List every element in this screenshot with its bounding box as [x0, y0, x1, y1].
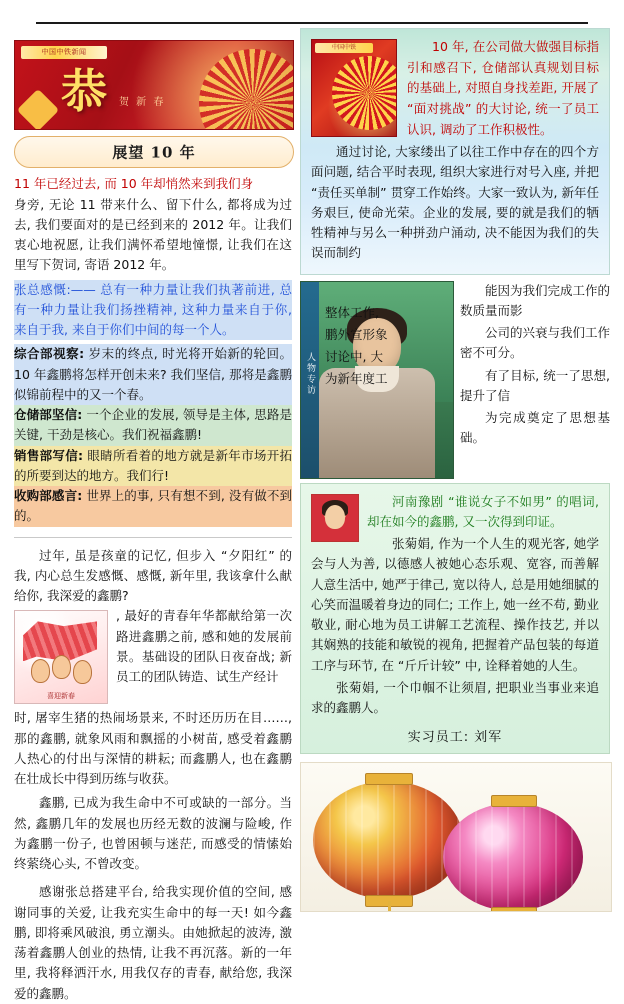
dept-warehouse [14, 405, 292, 446]
lantern-pink-icon [443, 803, 583, 911]
lantern-cap-top [491, 795, 537, 807]
overlay-right-line-1: 能因为我们完成工作的数质量而影 [460, 282, 611, 318]
paragraph-6: 感谢张总搭建平台, 给我实现价值的空间, 感谢同事的关爱, 让我充实生命中的每一天! 如今鑫鹏, 即将乘风破浪, 勇立潮头。由她掀起的波涛, 激荡着鑫鹏人创业的热情, 让我不再沉落。新的一年里, 我将释洒汗水, 用我仅存的青春, 献给您, 我深爱的鑫鹏。 [14, 884, 292, 1001]
new-year-banner [14, 40, 294, 130]
dept-warehouse-text: 一个企业的发展, 领导是主体, 思路是关键, 干劲是核心。我们祝福鑫鹏! [14, 407, 293, 443]
overlay-line-2: 鹏外宣形象 [325, 326, 388, 342]
lantern-tassel [388, 901, 391, 912]
warehouse-article-panel [300, 28, 610, 275]
banner-big-character: 恭 [61, 64, 107, 118]
interview-quote-card [300, 483, 610, 755]
department-list [14, 344, 292, 526]
lantern-ribs [443, 803, 583, 911]
signature: 实习员工: 刘军 [407, 730, 503, 746]
celebration-photo [14, 610, 108, 704]
paragraph-3: , 最好的青春年华都献给第一次路进鑫鹏之前, 感和她的发展前景。基础设的团队日夜奋战; 新员工的团队铸造、试生产经计 [116, 608, 292, 685]
left-column [14, 40, 292, 1004]
overlay-right-line-4: 为完成奠定了思想基础。 [460, 410, 610, 446]
dept-summary [14, 344, 292, 405]
fan-icon [332, 56, 397, 130]
lantern-red-icon [313, 781, 463, 899]
stamp-caption: 喜迎新春 [47, 692, 75, 701]
right-column [300, 28, 610, 912]
dept-sales-text: 眼睛所看着的地方就是新年市场开拓的所要到达的地方。我们行! [14, 447, 293, 483]
dept-sales-key: 销售部写信: [14, 447, 84, 463]
overlay-line-4: 为新年度工 [325, 371, 388, 387]
photo-logo: 中国中铁 [315, 43, 373, 53]
dept-receive-key: 收购部感言: [14, 488, 83, 504]
dept-warehouse-key: 仓储部坚信: [14, 407, 83, 423]
paragraph-1: 身旁, 无论 11 带来什么、留下什么, 都将成为过去, 我们要面对的是已经到来的 2012 年。让我们衷心地祝愿, 让我们满怀希望地憧憬, 让我们在这里写下贺词, 寄语 2012 年。 [14, 196, 292, 273]
banner-subtitle: 贺 新 春 [119, 97, 166, 108]
right-lead-paragraph: 10 年, 在公司做大做强目标指引和感召下, 仓储部认真规划目标的基础上, 对照自身找差距, 开展了 “面对挑战” 的大讨论, 统一了员工认识, 调动了工作积极性。 [407, 39, 599, 137]
lantern-cap-bottom [491, 907, 537, 912]
dept-receive [14, 486, 292, 527]
lantern-illustration [300, 762, 612, 912]
lead-paragraph: 11 年已经过去, 而 10 年却悄然来到我们身 [14, 176, 254, 191]
dept-receive-text: 世界上的事, 只有想不到, 没有做不到的。 [14, 488, 293, 524]
avatar [311, 494, 359, 542]
stamp-and-text [14, 606, 292, 706]
photo-side-label: 人物专访 [305, 351, 315, 396]
chairman-quote: 张总感慨:—— 总有一种力量让我们执著前进, 总有一种力量让我们扬挫精神, 这种力量来自于你, 来自于我, 来自于你们中间的每一个人。 [14, 280, 292, 341]
quote-body-2: 张菊娟, 一个巾帼不让须眉, 把职业当事业来追求的鑫鹏人。 [311, 679, 599, 716]
interview-photo-block [300, 281, 610, 477]
dept-sales [14, 446, 292, 487]
right-paragraph-1: 通过讨论, 大家缕出了以往工作中存在的四个方面问题, 结合平时表现, 组织大家进行对号入座, 并把 “责任买单制” 贯穿工作始终。大家一致认为, 新年任务艰巨, 使命光荣。企业的发展, 要的就是我们的牺牲精神与另么一种拼劲户涌动, 决不能因为我们的失误而制约 [311, 144, 599, 261]
quote-highlight: 河南豫剧 “谁说女子不如男” 的唱词, 却在如今的鑫鹏, 又一次得到印证。 [367, 493, 599, 529]
overlay-line-1: 整体工作, [325, 304, 379, 320]
paragraph-2: 过年, 虽是孩童的记忆, 但步入 “夕阳红” 的我, 内心总生发感慨、感慨, 新年里, 我该拿什么献给你, 我深爱的鑫鹏? [14, 547, 292, 604]
fan-icon [199, 49, 294, 130]
top-divider [36, 22, 588, 24]
article-title-box [14, 136, 294, 168]
left-divider [14, 537, 292, 538]
dept-summary-key: 综合部视察: [14, 346, 85, 362]
quote-body-1: 张菊娟, 作为一个人生的观光客, 她学会与人为善, 以德感人被她心态乐观、宽容, 而善解人意生活中, 她严于律己, 宽以待人, 总是用她细腻的心笑而温暖着身边的同仁; 工作上, 她一丝不苟, 勤业敬业, 耐心地为员工讲解工艺流程、操作技艺, 并以其娴熟的技能和敏锐的视角, 把握着产品包装的每道工序与环节, 在 “斤斤计较” 中, 诠释着她的人生。 [311, 536, 599, 673]
lantern-ribs [313, 781, 463, 899]
overlay-line-3: 讨论中, 大 [325, 349, 383, 365]
overlay-right-line-2: 公司的兴衰与我们工作密不可分。 [460, 325, 611, 361]
people-icon [31, 655, 91, 685]
page-title: 展望 10 年 [112, 143, 196, 162]
lantern-cap-top [365, 773, 413, 785]
overlay-right-lines [460, 281, 610, 451]
avatar-face [325, 505, 345, 529]
overlay-right-line-3: 有了目标, 统一了思想, 提升了信 [460, 367, 610, 403]
banner-logo: 中国中铁新闻 [21, 46, 107, 59]
chinese-knot-icon [17, 89, 59, 130]
dept-summary-text: 岁末的终点, 时光将开始新的轮回。10 年鑫鹏将怎样开创未来? 我们坚信, 那将是鑫鹏似锦前程中的又一个春。 [14, 346, 293, 402]
paragraph-4: 时, 屠宰生猪的热闹场景来, 不时还历历在目……, 那的鑫鹏, 就象风雨和飘摇的小树苗, 感受着鑫鹏人热心的付出与深情的耕耘; 而鑫鹏人, 也在鑫鹏在壮成长中得到历练与收获。 [14, 710, 292, 787]
new-year-photo [311, 39, 397, 137]
paragraph-5: 鑫鹏, 已成为我生命中不可或缺的一部分。当然, 鑫鹏几年的发展也历经无数的波澜与险峻, 作为鑫鹏一份子, 也曾困顿与迷茫, 而感受的情愫始终萦绕心头, 不曾改变。 [14, 795, 292, 872]
